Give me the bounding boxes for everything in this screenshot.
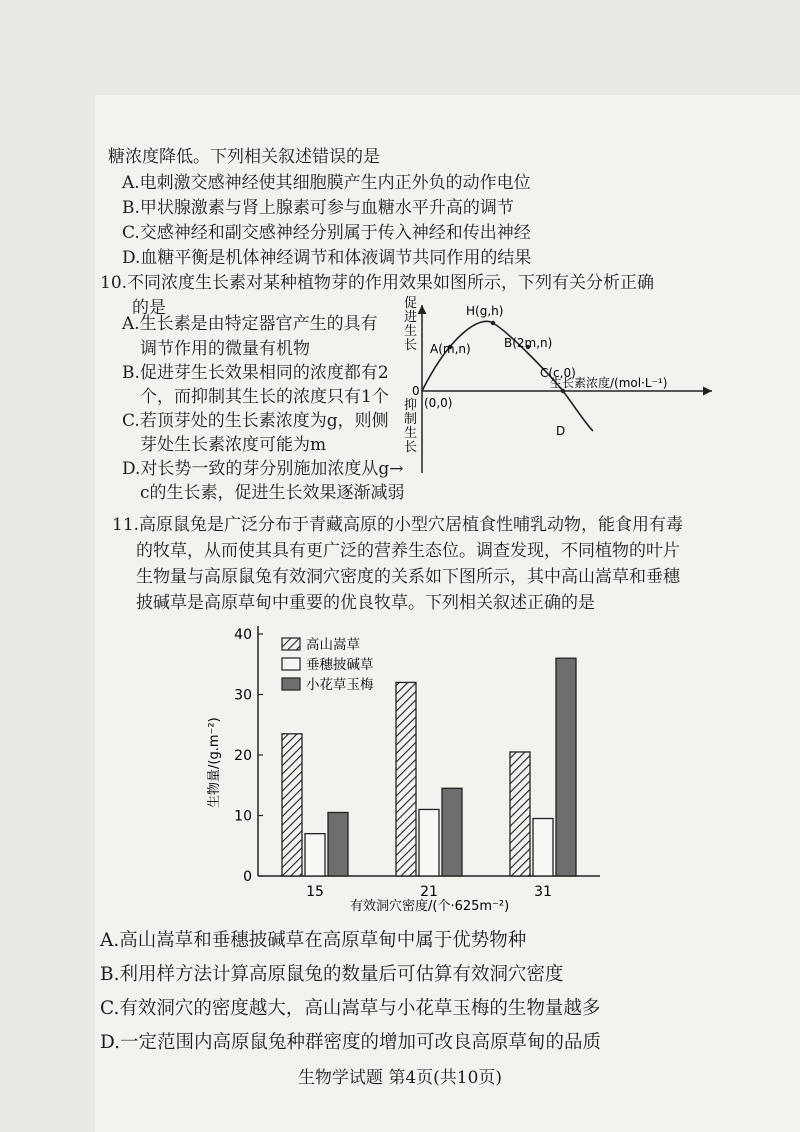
bar-2-21 [419,809,439,876]
q10-option-d: D.对长势一致的芽分别施加浓度从g→ [122,459,404,479]
bar-1-31 [510,752,530,876]
bar-1-15 [282,734,302,876]
origin-label: 0 [412,384,420,398]
bar-3-21 [442,788,462,876]
x-axis-label: 有效洞穴密度/(个·625m⁻²) [350,899,510,914]
bar-2-31 [533,819,553,876]
bar-3-31 [556,658,576,876]
label-b: B(2m,n) [504,336,553,350]
label-c: C(c,0) [540,366,576,380]
legend-swatch [282,638,300,650]
y-tick-label: 0 [243,869,252,885]
q9-option-d: D.血糖平衡是机体神经调节和体液调节共同作用的结果 [122,248,532,268]
q11-stem-4: 披碱草是高原草甸中重要的优良牧草。下列相关叙述正确的是 [136,593,595,613]
bar-1-21 [396,682,416,876]
q11-stem-3: 生物量与高原鼠兔有效洞穴密度的关系如下图所示，其中高山嵩草和垂穗 [136,567,680,587]
q11-option-d: D.一定范围内高原鼠兔种群密度的增加可改良高原草甸的品质 [100,1032,602,1053]
y-axis-label: 生物量/(g.m⁻²) [207,717,222,808]
q10-option-c-cont: 芽处生长素浓度可能为m [140,435,327,455]
q10-option-b: B.促进芽生长效果相同的浓度都有2 [122,363,389,383]
q9-option-c: C.交感神经和副交感神经分别属于传入神经和传出神经 [122,223,531,243]
bar-3-15 [328,812,348,876]
label-a: A(m,n) [430,342,471,356]
point-h [491,321,495,325]
legend-label: 高山嵩草 [306,637,360,653]
q9-tail: 糖浓度降低。下列相关叙述错误的是 [108,147,380,167]
q10-option-b-cont: 个，而抑制其生长的浓度只有1个 [140,387,389,407]
q10-growth-graph [400,295,720,475]
legend-swatch [282,678,300,690]
y-tick-label: 10 [234,808,252,825]
q9-option-a: A.电刺激交感神经使其细胞膜产生内正外负的动作电位 [122,173,531,193]
x-axis-label: 生长素浓度/(mol·L⁻¹) [550,376,668,390]
bar-2-15 [305,834,325,876]
x-tick-label: 31 [534,884,552,900]
x-tick-label: 15 [306,884,324,900]
biomass-bar-chart [200,618,620,918]
q10-stem: 10.不同浓度生长素对某种植物芽的作用效果如图所示，下列有关分析正确 [100,273,655,293]
label-d: D [556,424,566,438]
origin-coord-label: (0,0) [424,396,453,410]
label-h: H(g,h) [466,304,504,318]
q11-stem-1: 11.高原鼠兔是广泛分布于青藏高原的小型穴居植食性哺乳动物，能食用有毒 [112,515,684,535]
q10-option-d-cont: c的生长素，促进生长效果逐渐减弱 [140,483,405,503]
q11-option-c: C.有效洞穴的密度越大，高山嵩草与小花草玉梅的生物量越多 [100,998,601,1019]
q11-stem-2: 的牧草，从而使其具有更广泛的营养生态位。调查发现，不同植物的叶片 [136,541,680,561]
q10-stem-cont: 的是 [132,298,166,318]
legend-swatch [282,658,300,670]
y-tick-label: 30 [234,687,252,704]
q9-option-b: B.甲状腺激素与肾上腺素可参与血糖水平升高的调节 [122,198,514,218]
q11-option-a: A.高山嵩草和垂穗披碱草在高原草甸中属于优势物种 [100,930,527,951]
page-footer: 生物学试题 第4页(共10页) [297,1068,503,1088]
q10-option-a: A.生长素是由特定器官产生的具有 [122,314,378,334]
y-down-label: 抑制生长 [404,398,418,455]
q10-option-c: C.若顶芽处的生长素浓度为g，则侧 [122,411,389,431]
q10-option-a-cont: 调节作用的微量有机物 [140,339,310,359]
y-tick-label: 20 [234,748,252,764]
x-tick-label: 21 [420,884,438,900]
y-tick-label: 40 [234,627,252,643]
y-up-label: 促进生长 [404,296,418,353]
legend-label: 垂穗披碱草 [306,657,374,673]
q11-option-b: B.利用样方法计算高原鼠兔的数量后可估算有效洞穴密度 [100,964,564,985]
legend-label: 小花草玉梅 [306,677,374,693]
